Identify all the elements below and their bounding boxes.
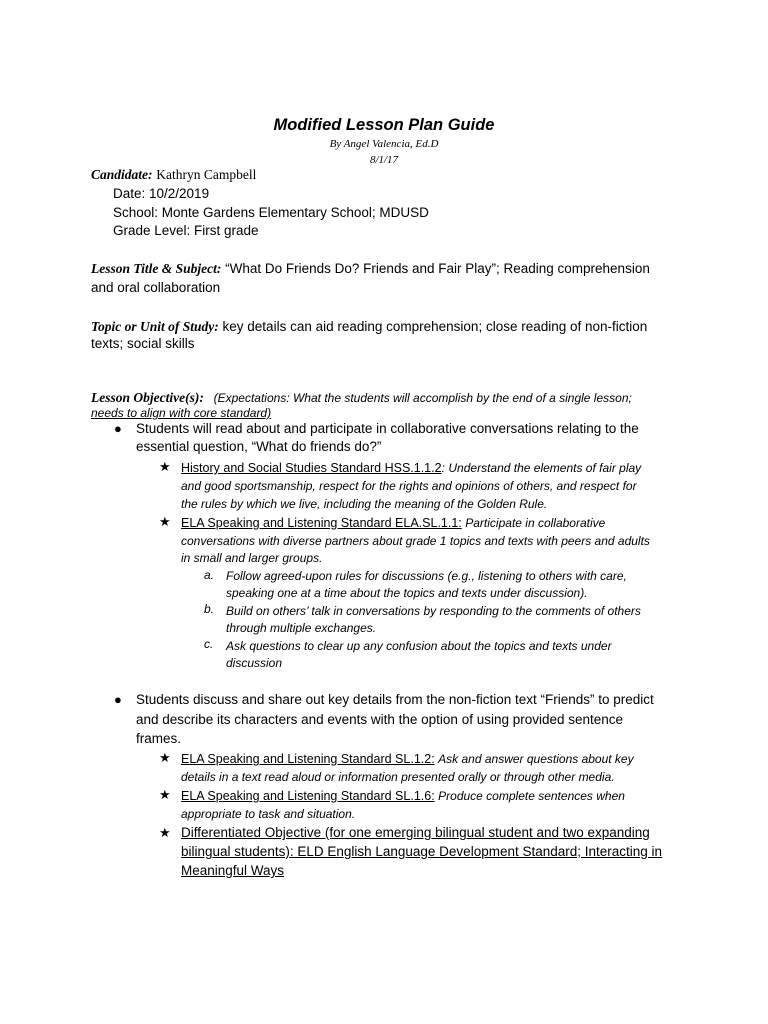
lesson-title-line [91,260,650,278]
objectives-label: Lesson Objective(s): [91,390,204,405]
b2-star2-text2: appropriate to task and situation. [181,807,356,821]
b2-star2-line1 [181,787,625,805]
b2-star1-line1 [181,750,634,768]
b1-star2-text3: in small and larger groups. [181,551,323,565]
bullet2-line3: frames. [136,731,182,746]
b1-star1-text2: and good sportsmanship, respect for the rights and opinions of others, and respect for [181,479,637,493]
b2-star1-text1: Ask and answer questions about key [438,752,634,766]
sub-c-line1: Ask questions to clear up any confusion about the topics and texts under [226,639,612,653]
b2-star3-line1: Differentiated Objective (for one emerging bilingual student and two expanding [181,825,650,840]
bullet1-line1: Students will read about and participate in collaborative conversations relating to the [136,421,639,436]
sub-marker-b: b. [204,602,215,616]
star-icon: ★ [159,787,171,802]
sub-b-line1: Build on others’ talk in conversations by responding to the comments of others [226,604,641,618]
b1-star1-line1 [181,459,641,477]
b1-star1-text3: the rules by which we live, including the meaning of the Golden Rule. [181,497,548,511]
author-byline: By Angel Valencia, Ed.D [329,138,439,150]
objectives-note-2: needs to align with core standard) [91,406,272,420]
b1-star1-sep: : [441,461,445,475]
sub-marker-a: a. [204,568,215,582]
lesson-title-label: Lesson Title & Subject: [91,261,222,276]
document-date: 8/1/17 [369,154,399,166]
topic-label: Topic or Unit of Study: [91,319,219,334]
star-icon: ★ [159,825,171,840]
bullet-dot-icon: ● [114,421,122,436]
b1-star1-text1: Understand the elements of fair play [448,461,642,475]
b2-star1-text2: details in a text read aloud or information presented orally or through other media. [181,770,615,784]
topic-text-2: texts; social skills [91,336,195,351]
bullet2-line2: and describe its characters and events with the option of using provided sentence [136,712,624,727]
sub-marker-c: c. [204,637,214,651]
objectives-note-1: (Expectations: What the students will accomplish by the end of a single lesson; [213,391,632,405]
b1-star1-standard: History and Social Studies Standard HSS.1.1.2 [181,461,442,475]
b2-star3-line3: Meaningful Ways [181,863,285,878]
b1-star2-line1 [181,514,605,532]
bullet2-line1: Students discuss and share out key details from the non-fiction text “Friends” to predict [136,692,654,707]
b2-star2-text1: Produce complete sentences when [438,789,625,803]
lesson-title-text-2: and oral collaboration [91,280,221,295]
bullet-dot-icon: ● [114,692,122,707]
candidate-label: Candidate: [91,167,153,182]
candidate-line [91,166,256,184]
b2-star1-standard: ELA Speaking and Listening Standard SL.1.2: [181,752,435,766]
sub-a-line2: speaking one at a time about the topics and texts under discussion). [226,586,588,600]
bullet1-line2: essential question, “What do friends do?” [136,439,382,454]
topic-text-1: key details can aid reading comprehension; close reading of non-fiction [222,319,648,334]
candidate-grade: Grade Level: First grade [113,223,259,238]
b1-star2-text1: Participate in collaborative [465,516,606,530]
sub-c-line2: discussion [226,656,283,670]
b1-star2-standard: ELA Speaking and Listening Standard ELA.SL.1.1: [181,516,462,530]
sub-a-line1: Follow agreed-upon rules for discussions (e.g., listening to others with care, [226,569,627,583]
candidate-name: Kathryn Campbell [156,167,257,182]
candidate-school: School: Monte Gardens Elementary School; MDUSD [113,205,429,220]
star-icon: ★ [159,459,171,474]
b2-star2-standard: ELA Speaking and Listening Standard SL.1.6: [181,789,435,803]
star-icon: ★ [159,514,171,529]
document-title: Modified Lesson Plan Guide [273,116,495,134]
star-icon: ★ [159,750,171,765]
topic-line [91,318,647,336]
lesson-title-text-1: “What Do Friends Do? Friends and Fair Play”; Reading comprehension [225,261,650,276]
b2-star3-line2: bilingual students): ELD English Language Development Standard; Interacting in [181,844,663,859]
b1-star2-text2: conversations with diverse partners about grade 1 topics and texts with peers and adults [181,534,650,548]
candidate-date: Date: 10/2/2019 [113,186,210,201]
sub-b-line2: through multiple exchanges. [226,621,377,635]
